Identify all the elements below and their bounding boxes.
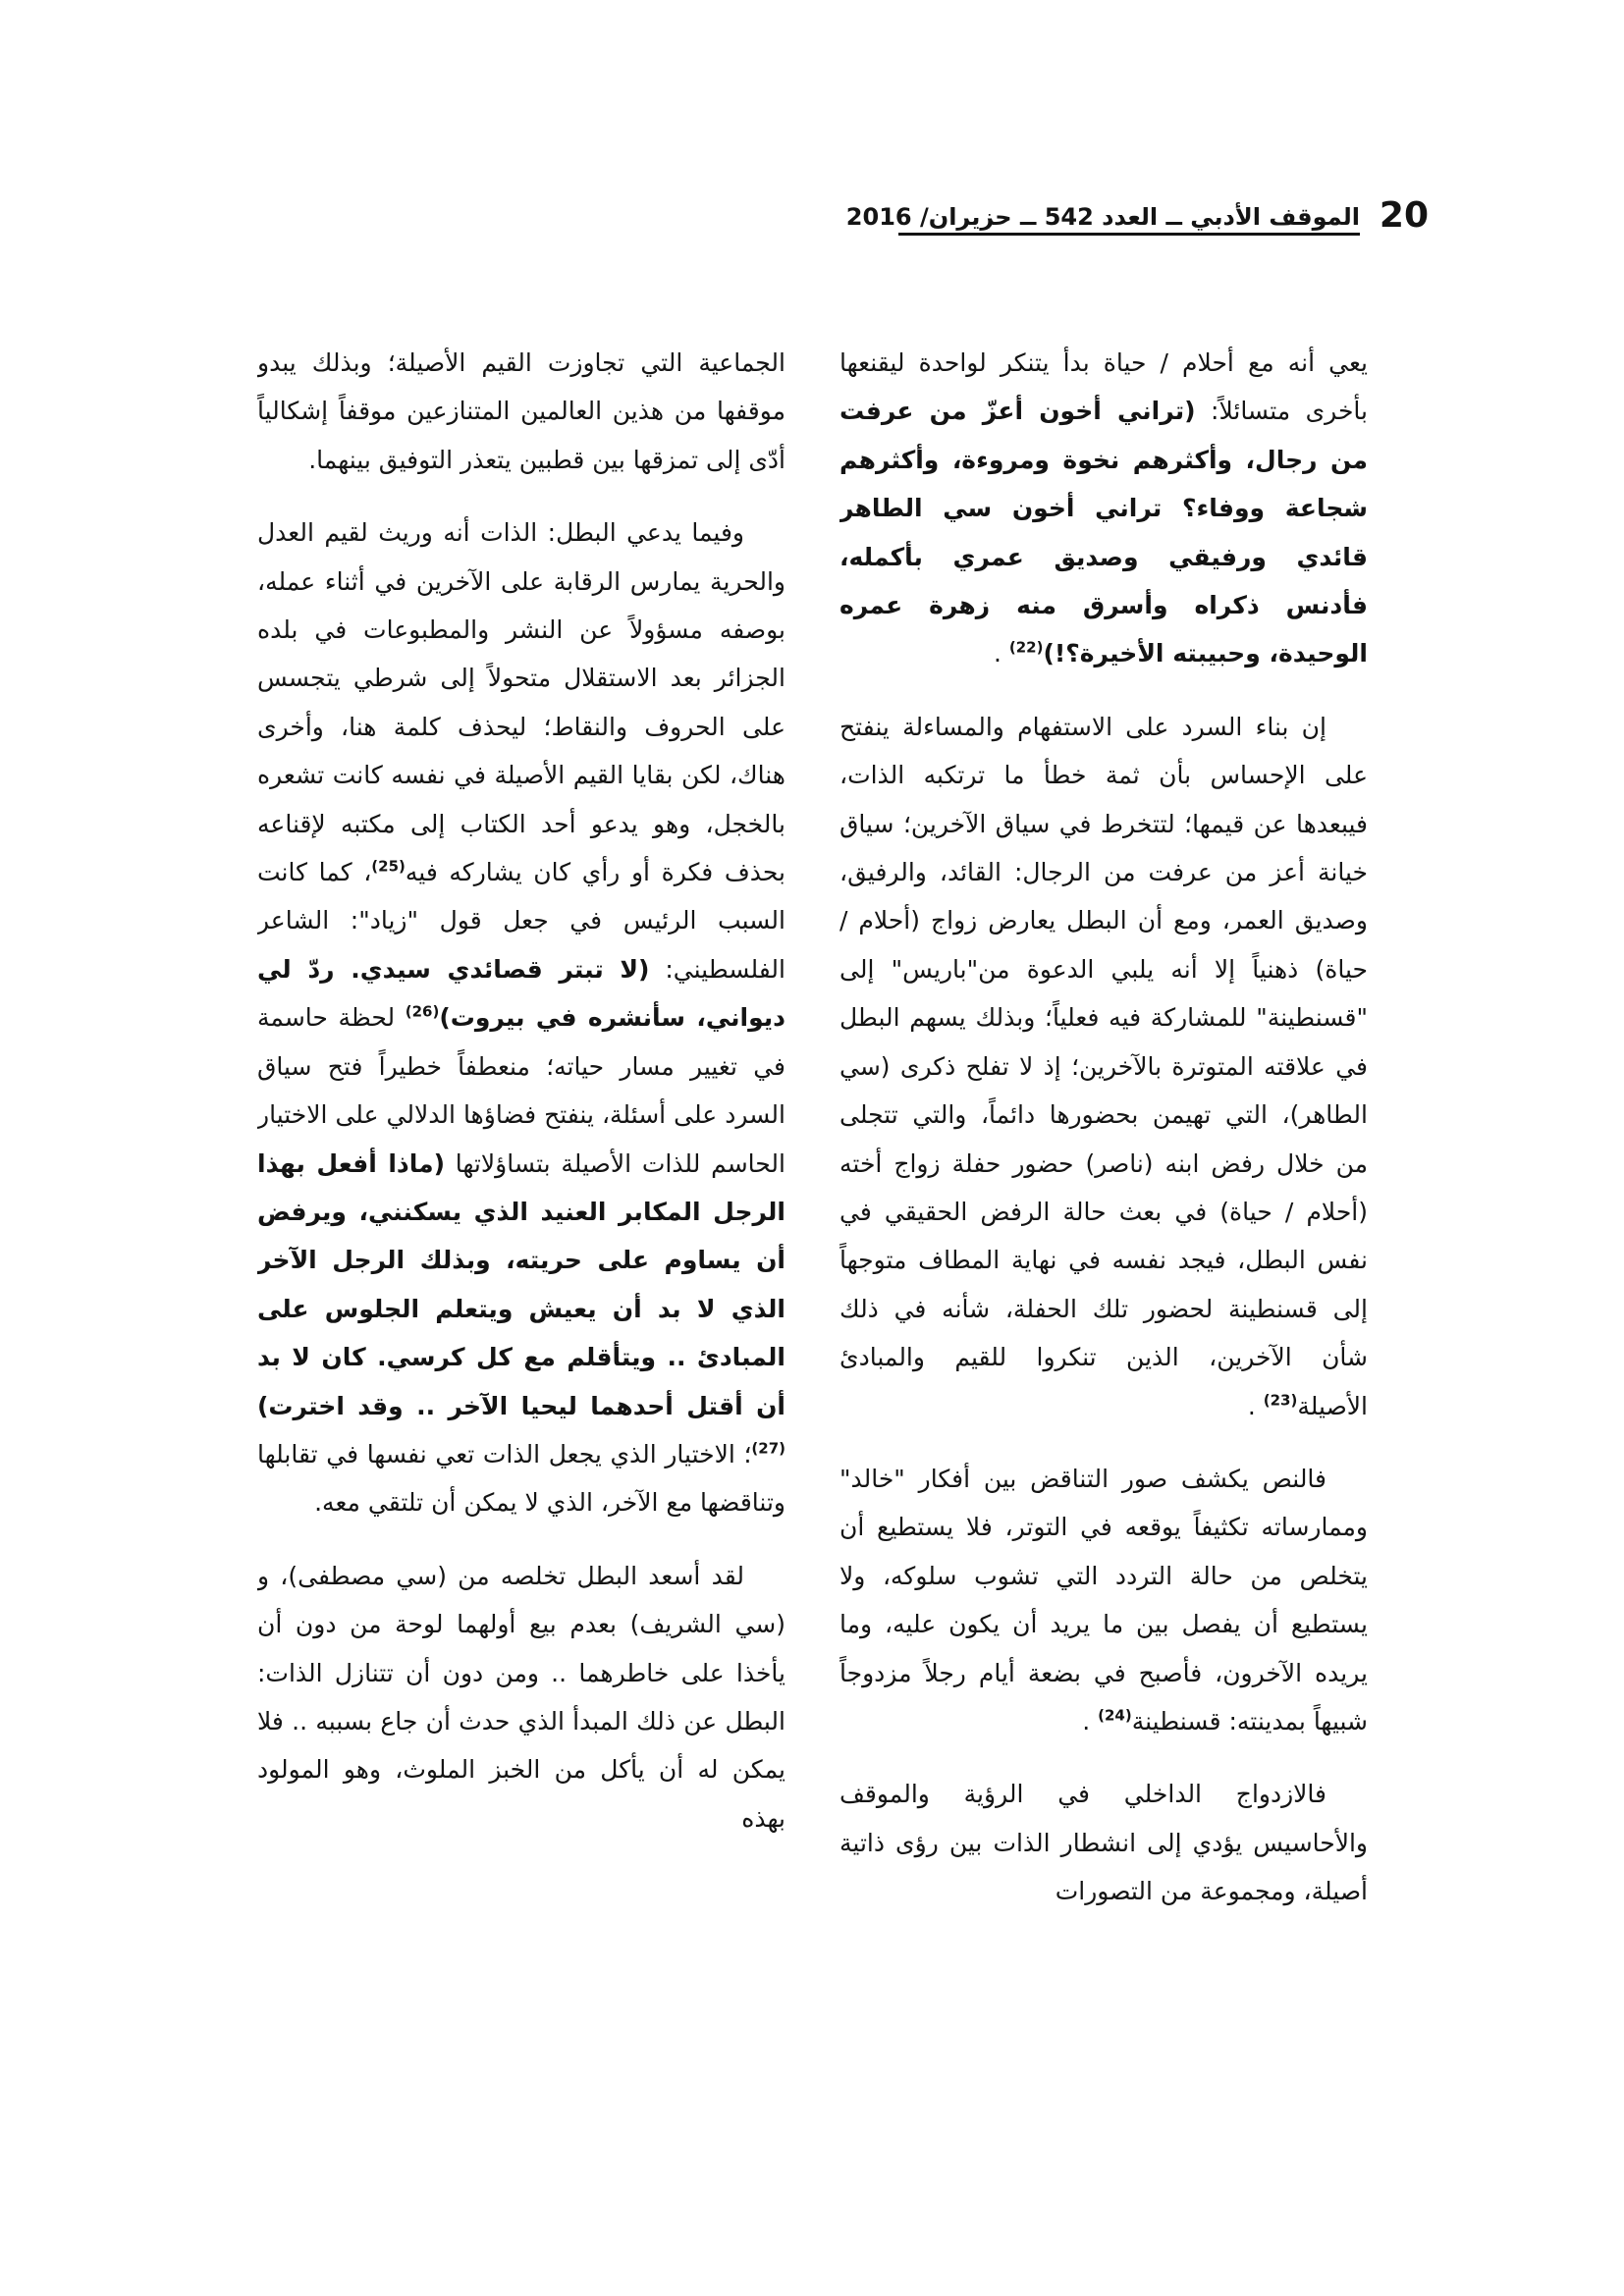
footnote-ref[interactable]: (23) — [1263, 1391, 1298, 1410]
paragraph — [257, 339, 785, 484]
paragraph — [839, 339, 1368, 678]
footnote-ref[interactable]: (27) — [751, 1439, 785, 1458]
paragraph — [839, 703, 1368, 1430]
paragraph — [257, 508, 785, 1527]
body-text: فالازدواج الداخلي في الرؤية والموقف والأحاسيس يؤدي إلى انشطار الذات بين رؤى ذاتية أصيلة، ومجموعة من التصورات — [839, 1780, 1368, 1906]
page-number: 20 — [1379, 195, 1429, 236]
body-text: الجماعية التي تجاوزت القيم الأصيلة؛ وبذلك يبدو موقفها من هذين العالمين المتنازعين موقفاً إشكالياً أدّى إلى تمزقها بين قطبين يتعذر التوفيق بينهما. — [257, 348, 785, 474]
footnote-ref[interactable]: (26) — [405, 1002, 440, 1021]
right-column — [839, 339, 1368, 2218]
footnote-ref[interactable]: (24) — [1098, 1706, 1132, 1725]
body-text: ، كما كانت السبب الرئيس في جعل قول "زياد": الشاعر الفلسطيني: — [257, 858, 785, 984]
body-text: . — [993, 639, 1009, 668]
paragraph — [839, 1770, 1368, 1915]
footnote-ref[interactable]: (25) — [371, 857, 406, 876]
body-text: إن بناء السرد على الاستفهام والمساءلة ينفتح على الإحساس بأن ثمة خطأ ما ترتكبه الذات، فيبعدها عن قيمها؛ لتتخرط في سياق الآخرين؛ سياق خيانة أعز من عرفت من الرجال: القائد، والرفيق، وصديق العمر، ومع أن البطل يعارض زواج (أحلام / حياة) ذهنياً إلا أنه يلبي الدعوة من"باريس" إلى "قسنطينة" للمشاركة فيه فعلياً؛ وبذلك يسهم البطل في علاقته المتوترة بالآخرين؛ إذ لا تفلح ذكرى (سي الطاهر)، التي تهيمن بحضورها دائماً، والتي تتجلى من خلال رفض ابنه (ناصر) حضور حفلة زواج أخته (أحلام / حياة) في بعث حالة الرفض الحقيقي في نفس البطل، فيجد نفسه في نهاية المطاف متوجهاً إلى قسنطينة لحضور تلك الحفلة، شأنه في ذلك شأن الآخرين، الذين تنكروا للقيم والمبادئ الأصيلة — [839, 712, 1368, 1420]
body-text: لحظة حاسمة في تغيير مسار حياته؛ منعطفاً خطيراً فتح سياق السرد على أسئلة، ينفتح فضاؤها الدلالي على الاختيار الحاسم للذات الأصيلة بتساؤلاتها — [257, 1003, 785, 1178]
paragraph — [257, 1552, 785, 1842]
body-text: ؛ الاختيار الذي يجعل الذات تعي نفسها في تقابلها وتناقضها مع الآخر، الذي لا يمكن أن تلتقي معه. — [257, 1439, 785, 1518]
body-text: . — [1082, 1706, 1099, 1735]
body-text: يعي أنه مع أحلام / حياة بدأ يتنكر لواحدة ليقنعها بأخرى متسائلاً: — [839, 348, 1368, 426]
quote-bold: (ماذا أفعل بهذا الرجل المكابر العنيد الذي يسكنني، ويرفض أن يساوم على حريته، وبذلك الرجل الآخر الذي لا بد أن يعيش ويتعلم الجلوس على المبادئ .. ويتأقلم مع كل كرسي. كان لا بد أن أقتل أحدهما ليحيا الآخر .. وقد اخترت) — [257, 1148, 785, 1420]
quote-bold: (تراني أخون أعزّ من عرفت من رجال، وأكثرهم نخوة ومروءة، وأكثرهم شجاعة ووفاء؟ تراني أخون سي الطاهر قائدي ورفيقي وصديق عمري بأكمله، فأدنس ذكراه وأسرق منه زهرة عمره الوحيدة، وحبيبته الأخيرة؟!) — [839, 397, 1368, 668]
body-text: لقد أسعد البطل تخلصه من (سي مصطفى)، و (سي الشريف) بعدم بيع أولهما لوحة من دون أن يأخذا على خاطرهما .. ومن دون أن تتنازل الذات: البطل عن ذلك المبدأ الذي حدث أن جاع بسببه .. فلا يمكن له أن يأكل من الخبز الملوث، وهو المولود بهذه — [257, 1561, 785, 1833]
body-text: وفيما يدعي البطل: الذات أنه وريث لقيم العدل والحرية يمارس الرقابة على الآخرين في أثناء عمله، بوصفه مسؤولاً عن النشر والمطبوعات في بلده الجزائر بعد الاستقلال متحولاً إلى شرطي يتجسس على الحروف والنقاط؛ ليحذف كلمة هنا، وأخرى هناك، لكن بقايا القيم الأصيلة في نفسه كانت تشعره بالخجل، وهو يدعو أحد الكتاب إلى مكتبه لإقناعه بحذف فكرة أو رأي كان يشاركه فيه — [257, 518, 785, 887]
body-text: فالنص يكشف صور التناقض بين أفكار "خالد" وممارساته تكثيفاً يوقعه في التوتر، فلا يستطيع أن يتخلص من حالة التردد التي تشوب سلوكه، ولا يستطيع أن يفصل بين ما يريد أن يكون عليه، وما يريده الآخرون، فأصبح في بضعة أيام رجلاً مزدوجاً شبيهاً بمدينته: قسنطينة — [839, 1464, 1368, 1735]
body-text: . — [1247, 1391, 1264, 1420]
left-column — [257, 339, 785, 2218]
paragraph — [839, 1455, 1368, 1745]
quote-bold: (لا تبتر قصائدي سيدي. ردّ لي ديواني، سأنشره في بيروت) — [257, 954, 785, 1033]
footnote-ref[interactable]: (22) — [1008, 639, 1044, 658]
running-title: الموقف الأدبي ــ العدد 542 ــ حزيران/ 2016 — [845, 203, 1360, 231]
header-divider — [898, 233, 1360, 236]
